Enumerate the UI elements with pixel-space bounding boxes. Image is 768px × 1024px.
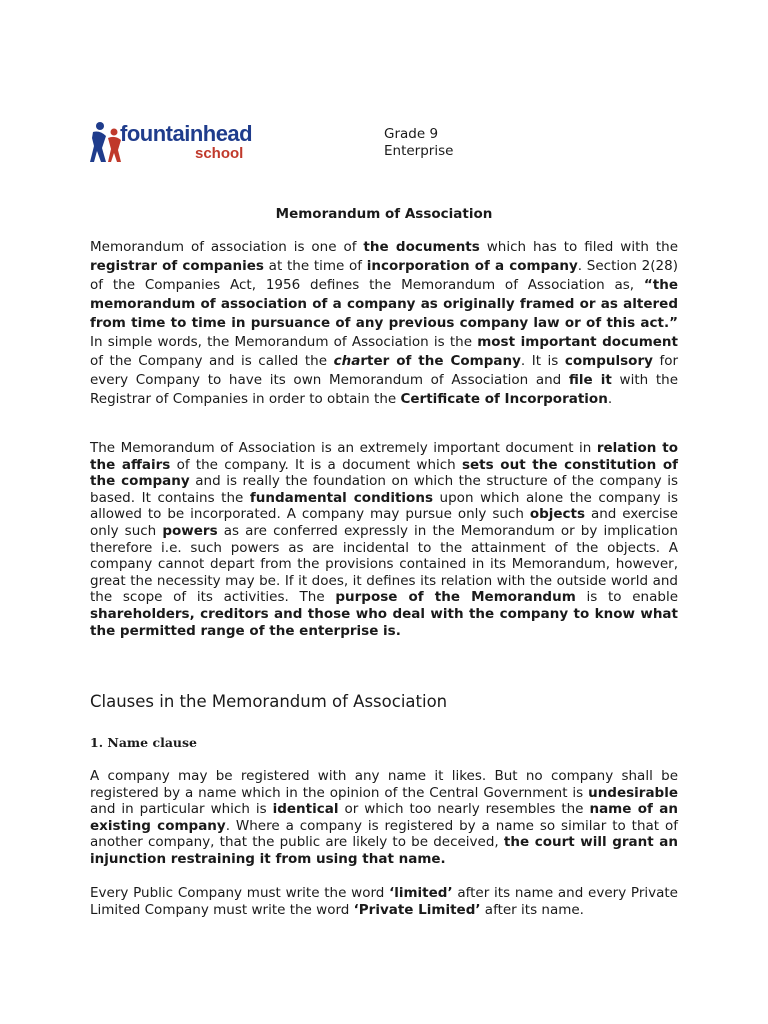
paragraph-importance: The Memorandum of Association is an extremely important document in relation to the affairs of the company. It is a document which sets out the constitution of the company and is really the foundation on which the structure of the company is based. It contains the fundamental conditions upon which alone the company is allowed to be incorporated. A company may pursue only such objects and exercise only such powers as are conferred expressly in the Memorandum or by implication therefore i.e. such powers as are incidental to the attainment of the objects. A company cannot depart from the provisions contained in its Memorandum, however, great the necessity may be. If it does, it defines its relation with the outside world and the scope of its activities. The purpose of the Memorandum is to enable shareholders, creditors and those who deal with the company to know what the permitted range of the enterprise is. bbox=[90, 440, 678, 639]
logo-subtext: school bbox=[195, 145, 244, 162]
paragraph-name-clause: A company may be registered with any name it likes. But no company shall be registered by a name which in the opinion of the Central Government is undesirable and in particular which is identical or which too nearly resembles the name of an existing company. Where a company is registered by a name so similar to that of another company, that the public are likely to be deceived, the court will grant an injunction restraining it from using that name. bbox=[90, 768, 679, 867]
fountain-figures-icon bbox=[90, 120, 124, 166]
logo-wordmark: fountainhead bbox=[120, 121, 253, 146]
document-meta bbox=[384, 126, 453, 160]
paragraph-limited: Every Public Company must write the word ‘limited’ after its name and every Private Limited Company must write the word ‘Private Limited’ after its name. bbox=[90, 885, 678, 918]
school-logo bbox=[90, 118, 253, 170]
clause-heading: 1. Name clause bbox=[90, 735, 197, 750]
section-heading: Clauses in the Memorandum of Association bbox=[90, 692, 448, 711]
grade-label: Grade 9 bbox=[384, 126, 439, 142]
paragraph-definition: Memorandum of association is one of the documents which has to filed with the registrar of companies at the time of incorporation of a company. Section 2(28) of the Companies Act, 1956 defines the Memorandum of Association as, “the memorandum of association of a company as originally framed or as altered from time to time in pursuance of any previous company law or of this act.” In simple words, the Memorandum of Association is the most important document of the Company and is called the charter of the Company. It is compulsory for every Company to have its own Memorandum of Association and file it with the Registrar of Companies in order to obtain the Certificate of Incorporation. bbox=[90, 239, 679, 407]
document-title: Memorandum of Association bbox=[275, 206, 493, 222]
subject-label: Enterprise bbox=[384, 143, 454, 159]
